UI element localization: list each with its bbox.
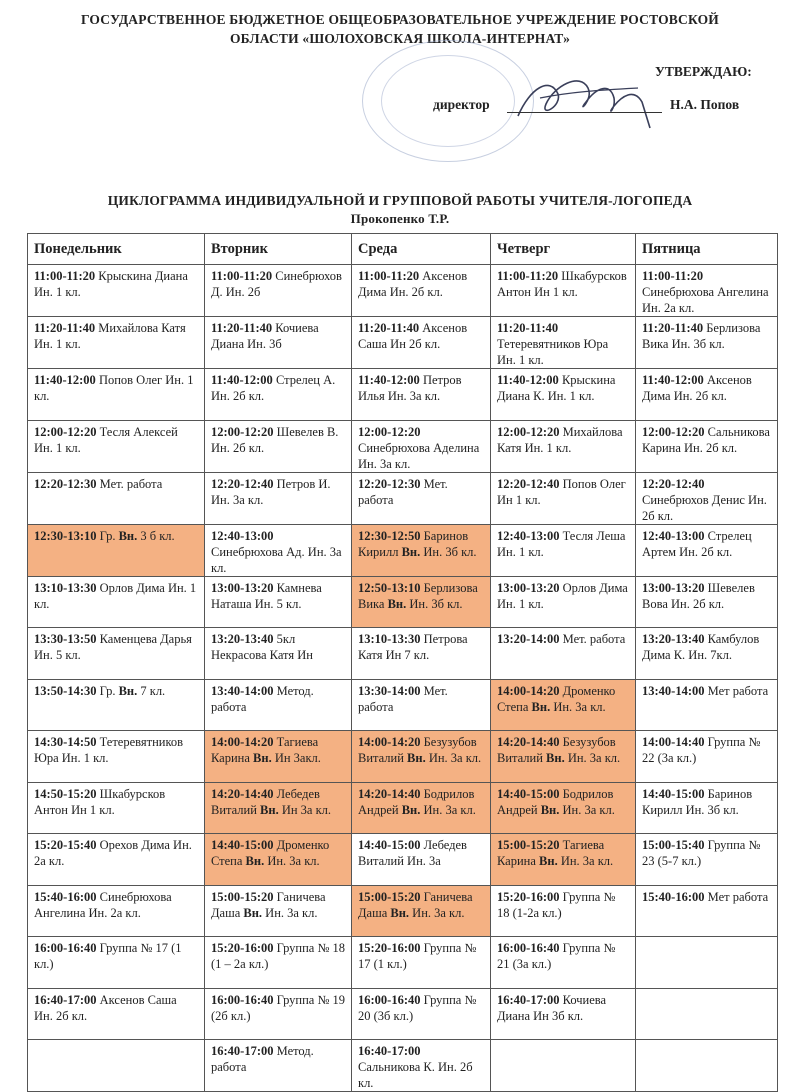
cell-text: Мет. работа <box>562 632 626 646</box>
cell-time: 11:00-11:20 <box>497 269 559 283</box>
cell-time: 13:20-13:40 <box>642 632 705 646</box>
schedule-cell <box>352 679 491 731</box>
cell-time: 15:40-16:00 <box>642 889 705 904</box>
schedule-cell <box>28 679 205 731</box>
cell-text: Дроменко Степа <box>497 683 616 714</box>
schedule-cell <box>491 369 636 421</box>
schedule-cell <box>352 420 491 472</box>
schedule-cell <box>636 937 778 989</box>
cell-bold2: Вн. <box>401 544 421 559</box>
schedule-cell <box>636 472 778 524</box>
schedule-cell <box>636 679 778 731</box>
schedule-cell <box>205 628 352 680</box>
cell-text: Группа № 17 (1 кл.) <box>34 941 182 971</box>
cell-text: Лебедев Виталий <box>211 786 320 817</box>
cell-text: Группа № 23 (5-7 кл.) <box>642 838 761 868</box>
cell-time: 12:00-12:20 <box>358 424 421 439</box>
schedule-cell <box>636 265 778 317</box>
schedule-cell <box>491 834 636 886</box>
cell-time: 14:40-15:00 <box>211 838 274 852</box>
schedule-cell <box>28 472 205 524</box>
cell-text: Стрелец Артем Ин. 2б кл. <box>642 528 752 559</box>
cell-time: 13:20-13:40 <box>211 632 274 646</box>
signature-line <box>507 112 662 113</box>
cell-text: Группа № 17 (1 кл.) <box>358 941 477 971</box>
cell-text: Баринов Кирилл <box>358 528 469 559</box>
schedule-cell <box>205 679 352 731</box>
day-header: Понедельник <box>28 234 205 265</box>
schedule-cell <box>636 420 778 472</box>
approve-label: УТВЕРЖДАЮ: <box>655 64 752 79</box>
cell-time: 14:40-15:00 <box>358 838 421 852</box>
schedule-cell <box>352 782 491 834</box>
cell-post: Ин. 3б кл. <box>406 596 463 611</box>
cell-text: Лебедев Виталий Ин. 3а <box>358 838 467 868</box>
cell-text: Тетеревятников Юра Ин. 1 кл. <box>497 337 609 367</box>
director-label: директор <box>433 97 490 112</box>
schedule-cell <box>205 576 352 628</box>
schedule-cell <box>352 369 491 421</box>
cell-time: 13:10-13:30 <box>34 580 97 595</box>
cell-text: Бодрилов Андрей <box>358 786 475 817</box>
cell-time: 15:20-16:00 <box>211 941 274 955</box>
schedule-cell <box>352 1040 491 1092</box>
cell-text: Синебрюхова Ад. Ин. 3а кл. <box>211 544 342 575</box>
cell-time: 12:30-12:50 <box>358 528 421 543</box>
cell-text: Мет. работа <box>358 476 448 507</box>
cell-time: 13:10-13:30 <box>358 632 421 646</box>
cell-time: 13:00-13:20 <box>211 580 274 595</box>
schedule-cell <box>352 472 491 524</box>
cell-text: Кочиева Диана Ин 3б кл. <box>497 992 607 1023</box>
schedule-cell <box>491 679 636 731</box>
cell-time: 14:40-15:00 <box>642 786 705 801</box>
table-row <box>28 885 778 937</box>
schedule-cell <box>205 265 352 317</box>
schedule-cell <box>28 885 205 937</box>
schedule-cell <box>636 885 778 937</box>
schedule-cell <box>28 524 205 576</box>
cell-text: Ганичева Даша <box>211 889 326 920</box>
schedule-cell <box>636 782 778 834</box>
cell-post: Ин. 3а кл. <box>425 751 482 765</box>
schedule-cell <box>491 988 636 1040</box>
cell-text: Михайлова Катя Ин. 1 кл. <box>497 424 623 455</box>
table-row <box>28 988 778 1040</box>
cell-time: 13:30-14:00 <box>358 683 421 698</box>
schedule-cell <box>491 628 636 680</box>
cell-text: Синебрюхова Аделина Ин. 3а кл. <box>358 440 480 471</box>
cell-time: 11:00-11:20 <box>34 269 96 283</box>
schedule-cell <box>28 834 205 886</box>
schedule-cell <box>205 885 352 937</box>
cell-text: Попов Олег Ин. 1 кл. <box>34 373 194 403</box>
cell-time: 12:20-12:30 <box>34 476 97 491</box>
schedule-cell <box>491 420 636 472</box>
schedule-cell <box>636 1040 778 1092</box>
cell-post: Ин. 3а кл. <box>564 751 621 765</box>
table-row <box>28 628 778 680</box>
cell-text: Аксенов Саша Ин. 2б кл. <box>34 992 177 1023</box>
cell-time: 12:40-13:00 <box>211 528 274 543</box>
cell-post: Ин. 3а кл. <box>262 905 318 920</box>
cell-text: Безузубов Виталий <box>358 735 477 765</box>
cell-text: Стрелец А. Ин. 2б кл. <box>211 373 336 403</box>
schedule-cell <box>205 317 352 369</box>
cell-text: Ганичева Даша <box>358 889 473 920</box>
cell-time: 12:30-13:10 <box>34 528 97 543</box>
cell-time: 11:40-12:00 <box>642 373 704 387</box>
cell-time: 11:40-12:00 <box>34 373 96 387</box>
cell-text: Берлизова Вика <box>358 580 478 611</box>
cell-time: 12:00-12:20 <box>34 424 97 439</box>
cell-pre: Гр. <box>99 683 119 698</box>
schedule-cell <box>491 937 636 989</box>
cell-time: 16:40-17:00 <box>358 1044 421 1058</box>
cell-post: Ин 3акл. <box>271 751 321 765</box>
cell-text: Мет работа <box>707 889 769 904</box>
schedule-cell <box>491 1040 636 1092</box>
cell-text: Петров И. Ин. 3а кл. <box>211 476 331 507</box>
cell-time: 13:40-14:00 <box>211 683 274 698</box>
cell-bold2: Вн. <box>245 854 265 868</box>
cell-text: Бодрилов Андрей <box>497 786 614 817</box>
schedule-cell <box>28 988 205 1040</box>
schedule-cell <box>28 265 205 317</box>
cell-post: Ин. 3а кл. <box>559 802 615 817</box>
cell-text: Безузубов Виталий <box>497 735 616 765</box>
cell-time: 16:40-17:00 <box>497 992 560 1007</box>
cell-time: 15:40-16:00 <box>34 889 97 904</box>
cell-text: Тагиева Карина <box>211 735 319 765</box>
cell-text: Крыскина Диана Ин. 1 кл. <box>34 269 188 299</box>
cell-text: Крыскина Диана К. Ин. 1 кл. <box>497 373 616 403</box>
schedule-cell <box>28 731 205 783</box>
day-header: Четверг <box>491 234 636 265</box>
cell-bold2: Вн. <box>390 905 410 920</box>
schedule-cell <box>636 317 778 369</box>
schedule-cell <box>636 834 778 886</box>
schedule-cell <box>205 472 352 524</box>
schedule-cell <box>205 782 352 834</box>
org-name-line2: ОБЛАСТИ «ШОЛОХОВСКАЯ ШКОЛА-ИНТЕРНАТ» <box>229 31 571 46</box>
cell-bold2: Вн. <box>546 751 565 765</box>
table-row <box>28 576 778 628</box>
cell-time: 13:40-14:00 <box>642 683 705 698</box>
schedule-cell <box>28 420 205 472</box>
cell-time: 16:40-17:00 <box>211 1044 274 1058</box>
cell-time: 11:20-11:40 <box>358 321 420 335</box>
table-row <box>28 937 778 989</box>
cell-post: Ин. 3а кл. <box>264 854 320 868</box>
day-header: Пятница <box>636 234 778 265</box>
schedule-cell <box>28 576 205 628</box>
cell-text: Кочиева Диана Ин. 3б <box>211 321 319 351</box>
cell-text: Петров Илья Ин. 3а кл. <box>358 373 462 403</box>
cell-time: 11:20-11:40 <box>34 321 96 335</box>
cell-text: Метод. работа <box>211 683 314 714</box>
schedule-cell <box>205 988 352 1040</box>
cell-bold: Вн. <box>118 683 138 698</box>
cell-text: Камбулов Дима К. Ин. 7кл. <box>642 632 760 662</box>
schedule-cell <box>352 265 491 317</box>
cell-text: Каменцева Дарья Ин. 5 кл. <box>34 632 192 662</box>
cell-text: 5кл Некрасова Катя Ин <box>211 632 313 662</box>
cell-text: 7 кл. <box>137 683 166 698</box>
schedule-cell <box>205 937 352 989</box>
cell-text: Михайлова Катя Ин. 1 кл. <box>34 321 186 351</box>
table-row <box>28 317 778 369</box>
cell-text: Сальникова Карина Ин. 2б кл. <box>642 424 770 455</box>
cell-time: 11:20-11:40 <box>642 321 704 335</box>
schedule-cell <box>491 885 636 937</box>
cell-time: 14:00-14:20 <box>211 735 274 749</box>
schedule-cell <box>205 524 352 576</box>
cell-time: 15:20-16:00 <box>497 889 560 904</box>
cell-time: 14:30-14:50 <box>34 735 97 749</box>
cell-text: Аксенов Дима Ин. 2б кл. <box>358 269 468 299</box>
table-row <box>28 265 778 317</box>
cell-post: Ин. 3а кл. <box>409 905 465 920</box>
schedule-cell <box>636 628 778 680</box>
org-name-line1: ГОСУДАРСТВЕННОЕ БЮДЖЕТНОЕ ОБЩЕОБРАЗОВАТЕЛЬНОЕ УЧРЕЖДЕНИЕ РОСТОВСКОЙ <box>80 12 720 27</box>
cell-time: 14:20-14:40 <box>358 786 421 801</box>
cell-time: 13:20-14:00 <box>497 632 560 646</box>
table-row <box>28 472 778 524</box>
schedule-cell <box>636 369 778 421</box>
schedule-cell <box>352 731 491 783</box>
schedule-cell <box>205 369 352 421</box>
cell-post: Ин. 3б кл. <box>420 544 477 559</box>
cell-text: Группа № 22 (3а кл.) <box>642 735 761 765</box>
cell-time: 13:30-13:50 <box>34 632 97 646</box>
cell-bold2: Вн. <box>531 699 551 714</box>
schedule-cell <box>636 524 778 576</box>
schedule-cell <box>205 1040 352 1092</box>
table-row <box>28 731 778 783</box>
schedule-cell <box>491 782 636 834</box>
cell-time: 14:00-14:20 <box>358 735 421 749</box>
cell-text: 3 б кл. <box>137 528 175 543</box>
cell-text: Аксенов Дима Ин. 2б кл. <box>642 373 752 403</box>
day-header: Вторник <box>205 234 352 265</box>
cell-time: 15:00-15:20 <box>211 889 274 904</box>
table-row <box>28 679 778 731</box>
cell-text: Мет. работа <box>358 683 448 714</box>
schedule-cell <box>491 472 636 524</box>
cell-text: Орлов Дима Ин. 1 кл. <box>34 580 197 611</box>
cell-pre: Гр. <box>99 528 119 543</box>
cell-text: Шевелев Вова Ин. 2б кл. <box>642 580 755 611</box>
schedule-cell <box>28 937 205 989</box>
table-row <box>28 420 778 472</box>
schedule-cell <box>491 731 636 783</box>
document-title: ЦИКЛОГРАММА ИНДИВИДУАЛЬНОЙ И ГРУППОВОЙ РАБОТЫ УЧИТЕЛЯ-ЛОГОПЕДА <box>107 193 693 208</box>
schedule-cell <box>352 628 491 680</box>
schedule-cell <box>28 1040 205 1092</box>
schedule-cell <box>491 576 636 628</box>
table-row <box>28 782 778 834</box>
cell-text: Петрова Катя Ин 7 кл. <box>358 632 468 662</box>
schedule-cell <box>352 937 491 989</box>
cell-time: 14:20-14:40 <box>497 735 560 749</box>
cell-time: 12:40-13:00 <box>642 528 705 543</box>
cell-time: 16:00-16:40 <box>211 992 274 1007</box>
cell-bold2: Вн. <box>260 802 279 817</box>
table-row <box>28 369 778 421</box>
cell-text: Синебрюхова Ангелина Ин. 2а кл. <box>34 889 172 920</box>
cell-post: Ин. 3а кл. <box>550 699 606 714</box>
schedule-cell <box>205 420 352 472</box>
cell-post: Ин. 3а кл. <box>420 802 476 817</box>
cell-time: 12:20-12:40 <box>497 476 560 491</box>
cell-time: 15:20-16:00 <box>358 941 421 955</box>
cell-bold2: Вн. <box>401 802 421 817</box>
cell-time: 16:00-16:40 <box>497 941 560 955</box>
cell-time: 12:40-13:00 <box>497 528 560 543</box>
schedule-cell <box>352 317 491 369</box>
cell-post: Ин. 3а кл. <box>557 854 614 868</box>
table-row <box>28 1040 778 1092</box>
cell-text: Группа № 18 (1 – 2а кл.) <box>211 941 346 971</box>
cell-time: 12:00-12:20 <box>642 424 705 439</box>
schedule-cell <box>352 576 491 628</box>
schedule-cell <box>352 885 491 937</box>
cell-time: 15:00-15:20 <box>497 838 560 852</box>
cell-time: 15:00-15:20 <box>358 889 421 904</box>
cell-time: 13:00-13:20 <box>642 580 705 595</box>
table-row <box>28 834 778 886</box>
cell-time: 15:20-15:40 <box>34 838 97 852</box>
cell-time: 12:00-12:20 <box>497 424 560 439</box>
cell-time: 12:20-12:30 <box>358 476 421 491</box>
schedule-cell <box>352 834 491 886</box>
cell-text: Орлов Дима Ин. 1 кл. <box>497 580 628 611</box>
cell-time: 15:00-15:40 <box>642 838 705 852</box>
cell-text: Группа № 21 (3а кл.) <box>497 941 616 971</box>
schedule-cell <box>636 576 778 628</box>
schedule-cell <box>352 988 491 1040</box>
schedule-cell <box>28 317 205 369</box>
schedule-body <box>28 265 778 1092</box>
cell-bold2: Вн. <box>540 802 560 817</box>
cell-time: 13:00-13:20 <box>497 580 560 595</box>
schedule-cell <box>491 524 636 576</box>
cell-text: Шевелев В. Ин. 2б кл. <box>211 424 339 455</box>
director-name: Н.А. Попов <box>670 97 740 112</box>
cell-text: Синебрюхова Ангелина Ин. 2а кл. <box>642 285 769 315</box>
cell-text: Дроменко Степа <box>211 838 330 868</box>
schedule-cell <box>491 317 636 369</box>
cell-time: 11:40-12:00 <box>497 373 559 387</box>
cell-time: 11:40-12:00 <box>358 373 420 387</box>
cell-time: 12:00-12:20 <box>211 424 274 439</box>
cell-time: 16:00-16:40 <box>34 941 97 955</box>
table-header-row <box>28 234 778 265</box>
cell-time: 14:00-14:20 <box>497 683 560 698</box>
schedule-cell <box>636 988 778 1040</box>
cell-text: Аксенов Саша Ин 2б кл. <box>358 321 468 351</box>
cell-text: Тагиева Карина <box>497 838 605 868</box>
cell-text: Попов Олег Ин 1 кл. <box>497 476 626 507</box>
cell-text: Тетеревятников Юра Ин. 1 кл. <box>34 735 184 765</box>
cell-bold: Вн. <box>118 528 138 543</box>
cell-text: Шкабурсков Антон Ин 1 кл. <box>497 269 627 299</box>
cell-time: 11:20-11:40 <box>497 321 559 335</box>
cell-time: 12:50-13:10 <box>358 580 421 595</box>
cell-text: Тесля Алексей Ин. 1 кл. <box>34 424 178 455</box>
cell-time: 11:40-12:00 <box>211 373 273 387</box>
cell-time: 13:50-14:30 <box>34 683 97 698</box>
cell-text: Орехов Дима Ин. 2а кл. <box>34 838 192 868</box>
cell-time: 14:50-15:20 <box>34 786 97 801</box>
cell-text: Синебрюхов Денис Ин. 2б кл. <box>642 492 767 523</box>
cell-time: 12:20-12:40 <box>642 476 705 491</box>
cell-time: 14:00-14:40 <box>642 735 705 749</box>
cell-post: Ин 3а кл. <box>278 802 332 817</box>
schedule-cell <box>28 628 205 680</box>
cell-time: 14:40-15:00 <box>497 786 560 801</box>
director-signature <box>510 58 660 138</box>
schedule-table <box>27 233 778 1092</box>
schedule-cell <box>352 524 491 576</box>
cell-text: Мет работа <box>707 683 769 698</box>
cell-text: Сальникова К. Ин. 2б кл. <box>358 1060 473 1090</box>
schedule-cell <box>636 731 778 783</box>
cell-time: 16:40-17:00 <box>34 992 97 1007</box>
schedule-cell <box>28 369 205 421</box>
cell-text: Баринов Кирилл Ин. 3б кл. <box>642 786 753 817</box>
cell-text: Метод. работа <box>211 1044 314 1074</box>
cell-time: 11:00-11:20 <box>211 269 273 283</box>
cell-bold2: Вн. <box>407 751 426 765</box>
cell-text: Шкабурсков Антон Ин 1 кл. <box>34 786 166 817</box>
schedule-cell <box>205 834 352 886</box>
cell-bold2: Вн. <box>243 905 263 920</box>
cell-time: 11:00-11:20 <box>358 269 420 283</box>
schedule-cell <box>28 782 205 834</box>
cell-text: Берлизова Вика Ин. 3б кл. <box>642 321 761 351</box>
schedule-cell <box>491 265 636 317</box>
cell-bold2: Вн. <box>253 751 272 765</box>
cell-time: 11:20-11:40 <box>211 321 273 335</box>
cell-time: 14:20-14:40 <box>211 786 274 801</box>
table-row <box>28 524 778 576</box>
cell-time: 16:00-16:40 <box>358 992 421 1007</box>
cell-bold2: Вн. <box>387 596 407 611</box>
cell-text: Группа № 19 (2б кл.) <box>211 992 346 1023</box>
document-subtitle: Прокопенко Т.Р. <box>350 211 450 226</box>
cell-time: 11:00-11:20 <box>642 269 704 283</box>
cell-text: Камнева Наташа Ин. 5 кл. <box>211 580 322 611</box>
schedule-cell <box>205 731 352 783</box>
cell-text: Синебрюхов Д. Ин. 2б <box>211 269 342 299</box>
cell-text: Группа № 20 (3б кл.) <box>358 992 477 1023</box>
cell-time: 12:20-12:40 <box>211 476 274 491</box>
cell-text: Мет. работа <box>99 476 163 491</box>
cell-text: Группа № 18 (1-2а кл.) <box>497 889 616 920</box>
cell-text: Тесля Леша Ин. 1 кл. <box>497 528 626 559</box>
cell-bold2: Вн. <box>539 854 558 868</box>
day-header: Среда <box>352 234 491 265</box>
